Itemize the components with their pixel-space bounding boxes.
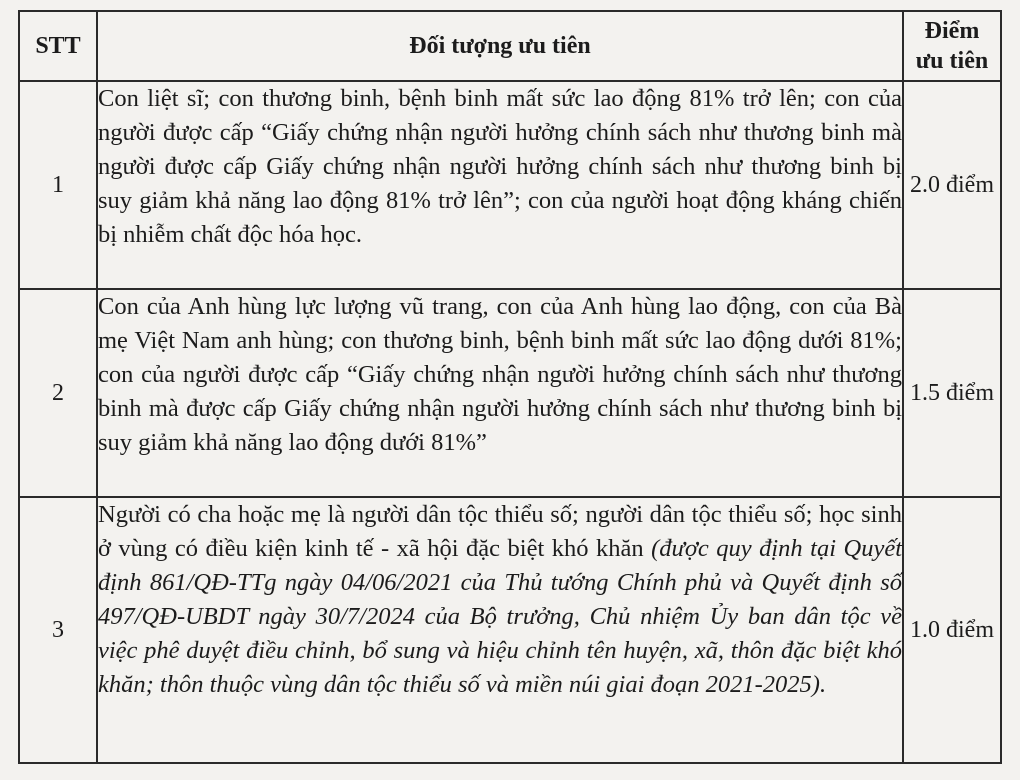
priority-table [18, 10, 1002, 764]
table-row [19, 289, 1001, 497]
row-points: 1.0 điểm [903, 497, 1001, 763]
table-row [19, 497, 1001, 763]
row-object-text-regular: Người có cha hoặc mẹ là người dân tộc thiểu số; người dân tộc thiểu số; học sinh ở vùng có điều kiện kinh tế - xã hội đặc biệt khó khăn [98, 501, 902, 562]
header-points-line2: ưu tiên [915, 48, 989, 74]
row-points: 2.0 điểm [903, 81, 1001, 289]
table-row [19, 81, 1001, 289]
header-points [903, 11, 1001, 81]
row-stt: 3 [19, 497, 97, 763]
table-header-row [19, 11, 1001, 81]
row-object-text [97, 497, 903, 763]
row-points: 1.5 điểm [903, 289, 1001, 497]
header-object: Đối tượng ưu tiên [97, 11, 903, 81]
row-object-text: Con liệt sĩ; con thương binh, bệnh binh mất sức lao động 81% trở lên; con của người được cấp “Giấy chứng nhận người hưởng chính sách như thương binh mà người được cấp Giấy chứng nhận người hưởng chính sách như thương binh bị suy giảm khả năng lao động 81% trở lên”; con của người hoạt động kháng chiến bị nhiễm chất độc hóa học. [97, 81, 903, 289]
row-object-text: Con của Anh hùng lực lượng vũ trang, con của Anh hùng lao động, con của Bà mẹ Việt Nam anh hùng; con thương binh, bệnh binh mất sức lao động dưới 81%; con của người được cấp “Giấy chứng nhận người hưởng chính sách như thương binh mà được cấp Giấy chứng nhận người hưởng chính sách như thương binh bị suy giảm khả năng lao động dưới 81%” [97, 289, 903, 497]
row-object-text-italic: (được quy định tại Quyết định 861/QĐ-TTg ngày 04/06/2021 của Thủ tướng Chính phủ và Quyết định số 497/QĐ-UBDT ngày 30/7/2024 của Bộ trưởng, Chủ nhiệm Ủy ban dân tộc về việc phê duyệt điều chỉnh, bổ sung và hiệu chỉnh tên huyện, xã, thôn đặc biệt khó khăn; thôn thuộc vùng dân tộc thiểu số và miền núi giai đoạn 2021-2025). [98, 535, 903, 698]
row-stt: 1 [19, 81, 97, 289]
row-stt: 2 [19, 289, 97, 497]
header-stt: STT [19, 11, 97, 81]
header-points-line1: Điểm [924, 18, 980, 44]
